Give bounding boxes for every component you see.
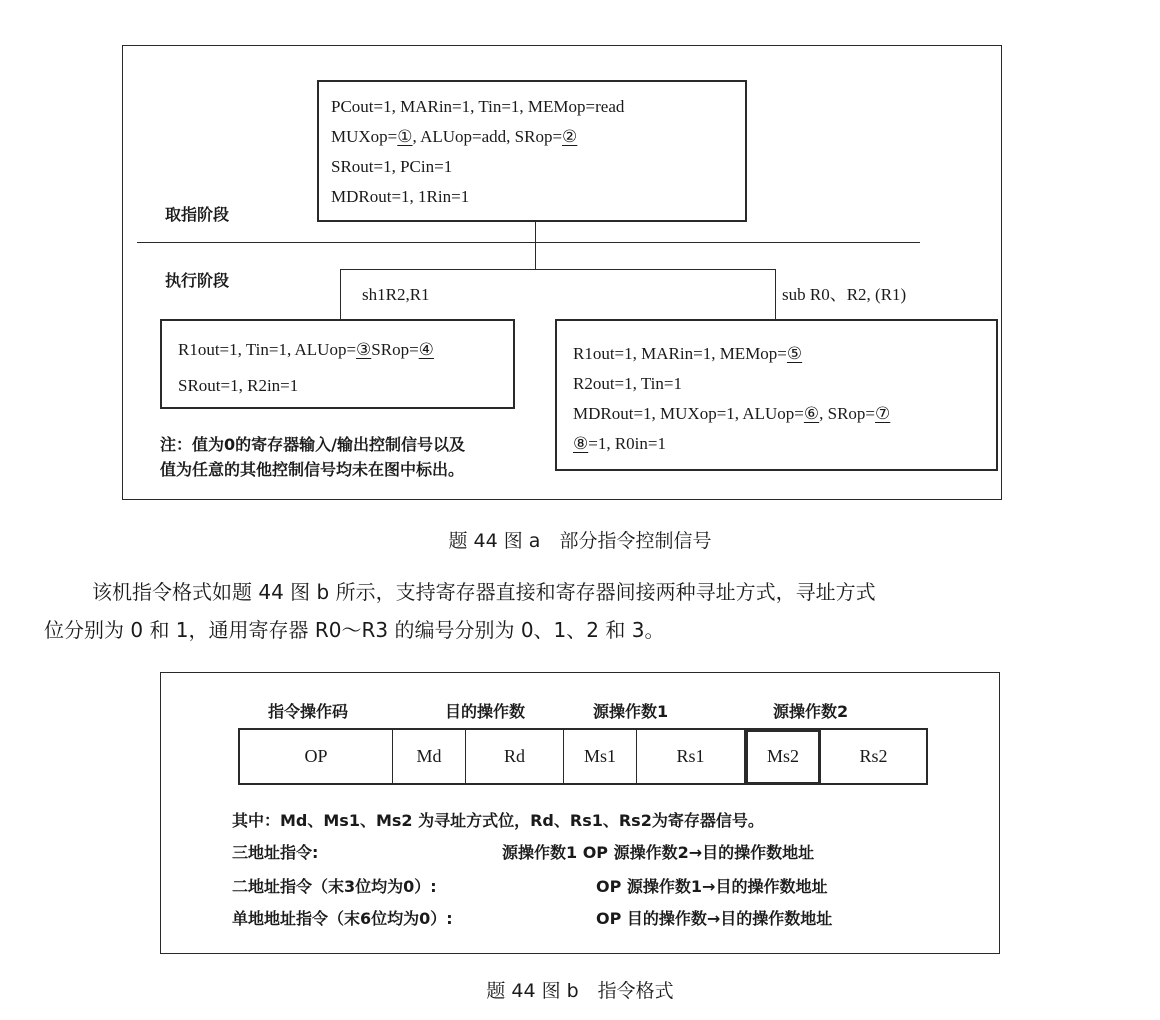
blank-3: ③	[356, 340, 372, 359]
row-three-address-format: 源操作数1 OP 源操作数2→目的操作数地址	[502, 843, 815, 862]
connector-right	[775, 269, 776, 319]
sub-line-4: ⑧=1, R0in=1	[573, 434, 666, 453]
note-line-1: 注：值为0的寄存器输入/输出控制信号以及	[160, 435, 465, 454]
field-ms1: Ms1	[564, 730, 637, 783]
row-three-address-label: 三地址指令:	[232, 843, 319, 862]
shl-line-1: R1out=1, Tin=1, ALUop=③SRop=④	[178, 340, 434, 359]
shl-signals-box	[160, 319, 515, 409]
fetch-signals-box	[317, 80, 747, 222]
field-rs2: Rs2	[859, 746, 888, 766]
paragraph-line-1: 该机指令格式如题 44 图 b 所示，支持寄存器直接和寄存器间接两种寻址方式，寻址方式	[92, 580, 876, 604]
connector-trunk	[535, 222, 536, 270]
sub-line-1: R1out=1, MARin=1, MEMop=⑤	[573, 344, 803, 363]
fetch-line-3: SRout=1, PCin=1	[331, 157, 453, 176]
sub-line-3: MDRout=1, MUXop=1, ALUop=⑥, SRop=⑦	[573, 404, 891, 423]
connector-branch	[340, 269, 776, 270]
note-line-2: 值为任意的其他控制信号均未在图中标出。	[160, 460, 465, 479]
instruction-format-table	[238, 728, 928, 785]
sub-line-2: R2out=1, Tin=1	[573, 374, 682, 393]
fetch-line-4: MDRout=1, 1Rin=1	[331, 187, 470, 206]
blank-8: ⑧	[573, 434, 589, 453]
row-one-address-label: 单地地址指令（末6位均为0）:	[232, 909, 453, 928]
row-two-address-label: 二地址指令（末3位均为0）:	[232, 877, 437, 896]
header-src2: 源操作数2	[773, 702, 849, 721]
shl-line-2: SRout=1, R2in=1	[178, 376, 299, 395]
row-two-address-format: OP 源操作数1→目的操作数地址	[596, 877, 828, 896]
field-rs1: Rs1	[637, 730, 745, 783]
field-md: Md	[393, 730, 466, 783]
figure-a-caption: 题 44 图 a 部分指令控制信号	[448, 530, 712, 552]
row-one-address-format: OP 目的操作数→目的操作数地址	[596, 909, 833, 928]
paragraph-line-2: 位分别为 0 和 1，通用寄存器 R0～R3 的编号分别为 0、1、2 和 3。	[44, 618, 665, 642]
sub-signals-box	[555, 319, 998, 471]
blank-5: ⑤	[786, 344, 803, 363]
blank-4: ④	[418, 340, 434, 359]
branch-left-label: sh1R2,R1	[362, 285, 430, 304]
stage-execute-label: 执行阶段	[165, 271, 230, 290]
connector-left	[340, 269, 341, 319]
fetch-line-1: PCout=1, MARin=1, Tin=1, MEMop=read	[331, 97, 625, 116]
header-dest: 目的操作数	[445, 702, 526, 721]
blank-1: ①	[397, 127, 413, 146]
field-op: OP	[240, 730, 393, 783]
fetch-line-2: MUXop=①, ALUop=add, SRop=②	[331, 127, 578, 146]
field-ms2: Ms2	[745, 729, 821, 785]
blank-6: ⑥	[803, 404, 820, 423]
header-src1: 源操作数1	[593, 702, 669, 721]
field-rd: Rd	[466, 730, 564, 783]
figure-b-caption: 题 44 图 b 指令格式	[486, 980, 674, 1002]
stage-divider	[137, 242, 920, 243]
blank-2: ②	[562, 127, 578, 146]
blank-7: ⑦	[875, 404, 891, 423]
branch-right-label: sub R0、R2, (R1)	[782, 285, 907, 304]
stage-fetch-label: 取指阶段	[165, 205, 230, 224]
field-note: 其中：Md、Ms1、Ms2 为寻址方式位，Rd、Rs1、Rs2为寄存器信号。	[232, 811, 764, 830]
header-opcode: 指令操作码	[268, 702, 349, 721]
